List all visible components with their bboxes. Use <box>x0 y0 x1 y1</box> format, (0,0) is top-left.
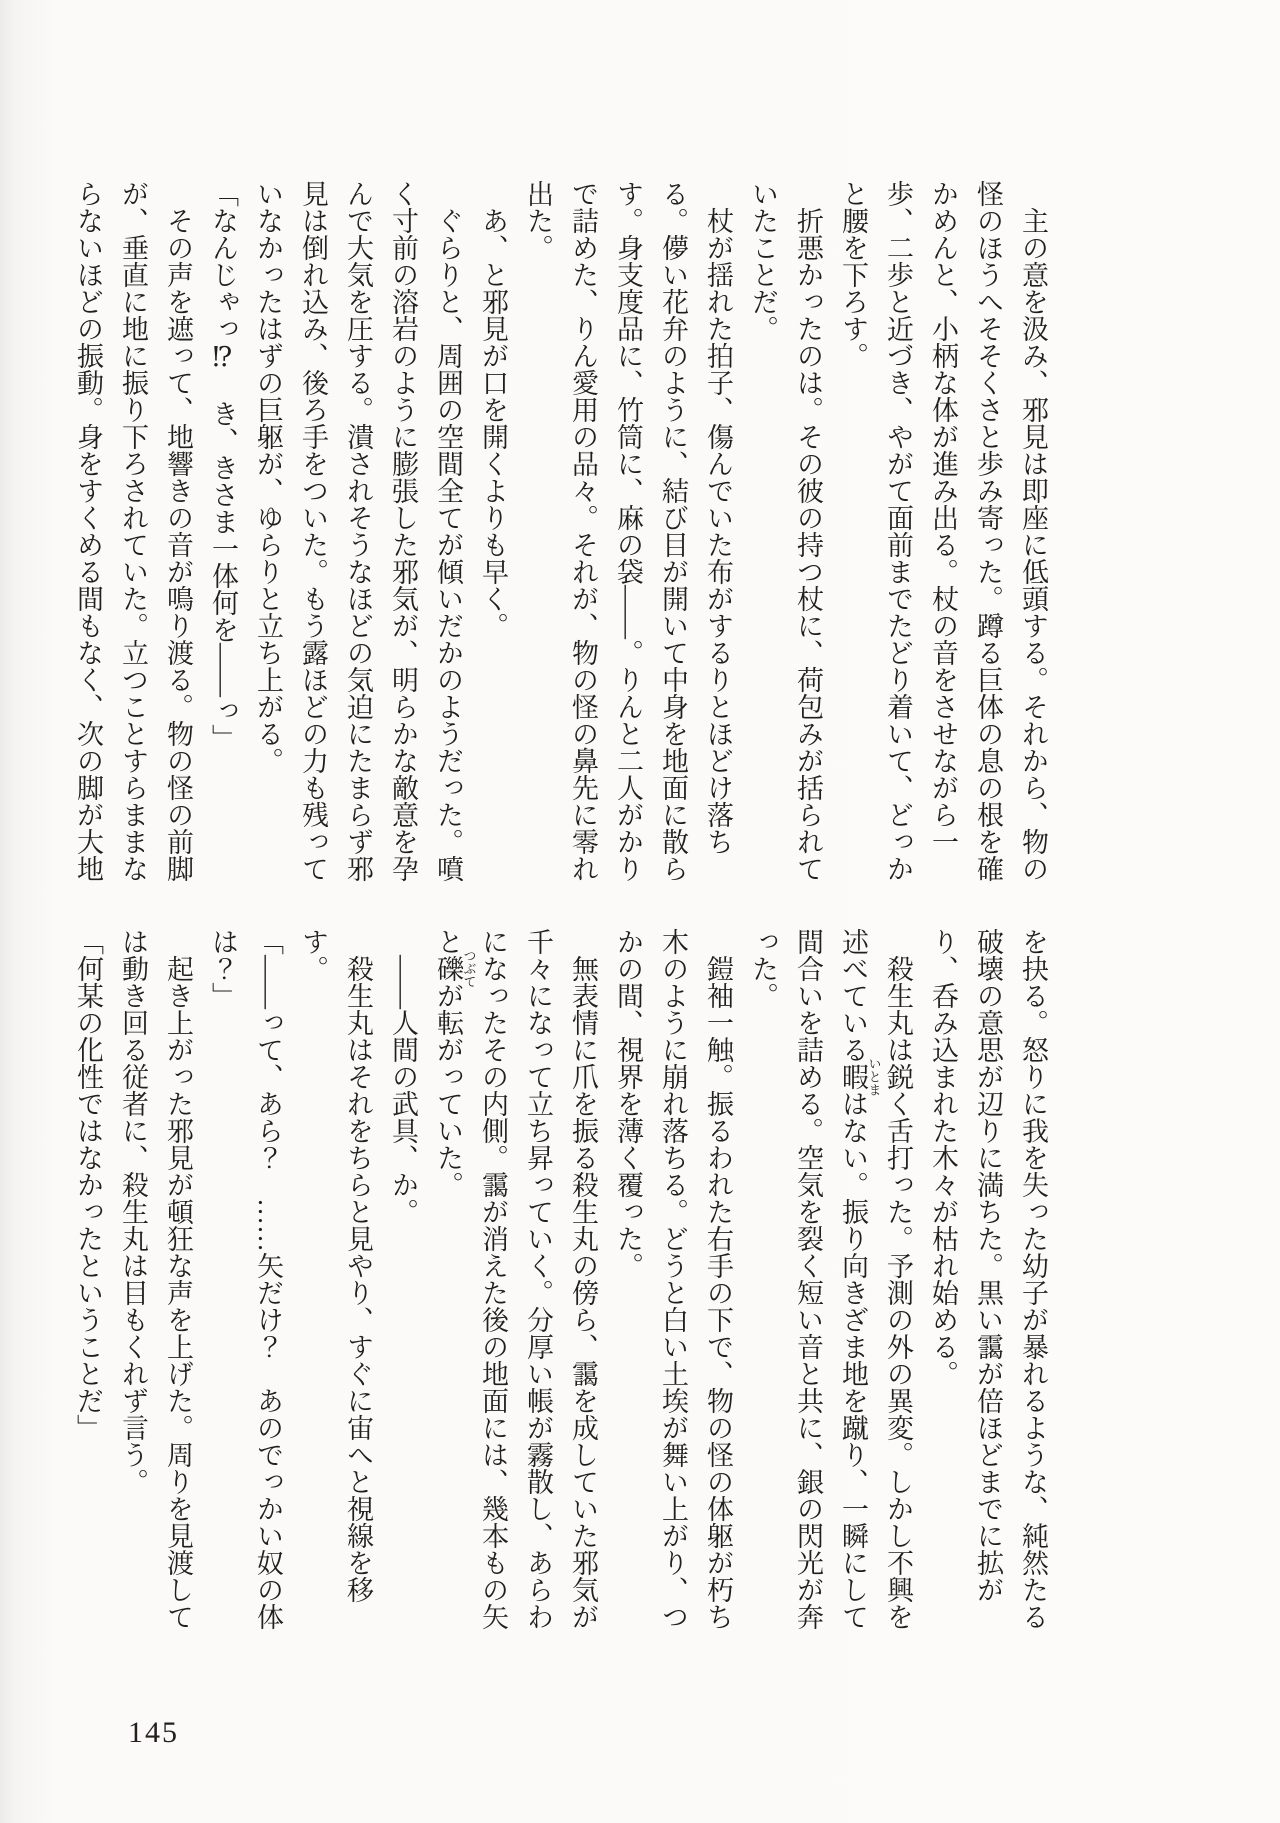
text-band-top <box>65 180 1055 888</box>
paragraph: 杖が揺れた拍子、傷んでいた布がするりとほどけ落ちる。儚い花弁のように、結び目が開いて中身を地面に散らす。身支度品に、竹筒に、麻の袋――。りんと二人がかりで詰めた、りん愛用の品々。それが、物の怪の鼻先に零れ出た。 <box>523 180 733 882</box>
paragraph: その声を遮って、地響きの音が鳴り渡る。物の怪の前脚が、垂直に地に振り下ろされていた。立つことすらままならないほどの振動。身をすくめる間もなく、次の脚が大地 <box>73 180 193 882</box>
paragraph: 無表情に爪を振る殺生丸の傍ら、靄を成していた邪気が千々になって立ち昇っていく。分厚い帳が霧散し、あらわになったその内側。靄が消えた後の地面には、幾本もの矢と礫つぶてが転がっていた。 <box>433 928 598 1630</box>
paragraph: ――人間の武具、か。 <box>388 955 418 1225</box>
paragraph: 鎧袖一触。振るわれた右手の下で、物の怪の体躯が朽ち木のように崩れ落ちる。どうと白い土埃が舞い上がり、つかの間、視界を薄く覆った。 <box>613 928 733 1630</box>
ruby-annotated-word: 暇いとま <box>838 1057 882 1096</box>
paragraph: あ、と邪見が口を開くよりも早く。 <box>478 207 508 639</box>
paragraph: 「――って、あら？ ……矢だけ？ あのでっかい奴の体は？」 <box>208 928 283 1630</box>
paragraph: 起き上がった邪見が頓狂な声を上げた。周りを見渡しては動き回る従者に、殺生丸は目もくれず言う。 <box>118 928 193 1630</box>
ruby-annotated-word: 礫つぶて <box>433 949 477 988</box>
paragraph: 「なんじゃっ⁉ き、きさま一体何を――っ」 <box>208 180 238 751</box>
paragraph: 折悪かったのは。その彼の持つ杖に、荷包みが括られていたことだ。 <box>748 180 823 882</box>
paragraph: 主の意を汲み、邪見は即座に低頭する。それから、物の怪のほうへそそくさと歩み寄った。蹲る巨体の息の根を確かめんと、小柄な体が進み出る。杖の音をさせながら一歩、二歩と近づき、やがて面前までたどり着いて、どっかと腰を下ろす。 <box>838 180 1048 882</box>
page-number: 145 <box>128 1716 179 1749</box>
paragraph: ぐらりと、周囲の空間全てが傾いだかのようだった。噴く寸前の溶岩のように膨張した邪気が、明らかな敵意を孕んで大気を圧する。潰されそうなほどの気迫にたまらず邪見は倒れ込み、後ろ手をついた。もう露ほどの力も残っていなかったはずの巨躯が、ゆらりと立ち上がる。 <box>253 180 463 882</box>
paragraph: を抉る。怒りに我を失った幼子が暴れるような、純然たる破壊の意思が辺りに満ちた。黒い靄が倍ほどまでに拡がり、呑み込まれた木々が枯れ始める。 <box>928 928 1048 1630</box>
paragraph: 殺生丸はそれをちらと見やり、すぐに宙へと視線を移す。 <box>298 928 373 1603</box>
paragraph: 殺生丸は鋭く舌打った。予測の外の異変。しかし不興を述べている暇いとまはない。振り向きざま地を蹴り、一瞬にして間合いを詰める。空気を裂く短い音と共に、銀の閃光が奔った。 <box>748 928 913 1630</box>
paragraph: 「何某の化性ではなかったということだ」 <box>73 928 103 1441</box>
text-band-bottom <box>65 928 1055 1636</box>
